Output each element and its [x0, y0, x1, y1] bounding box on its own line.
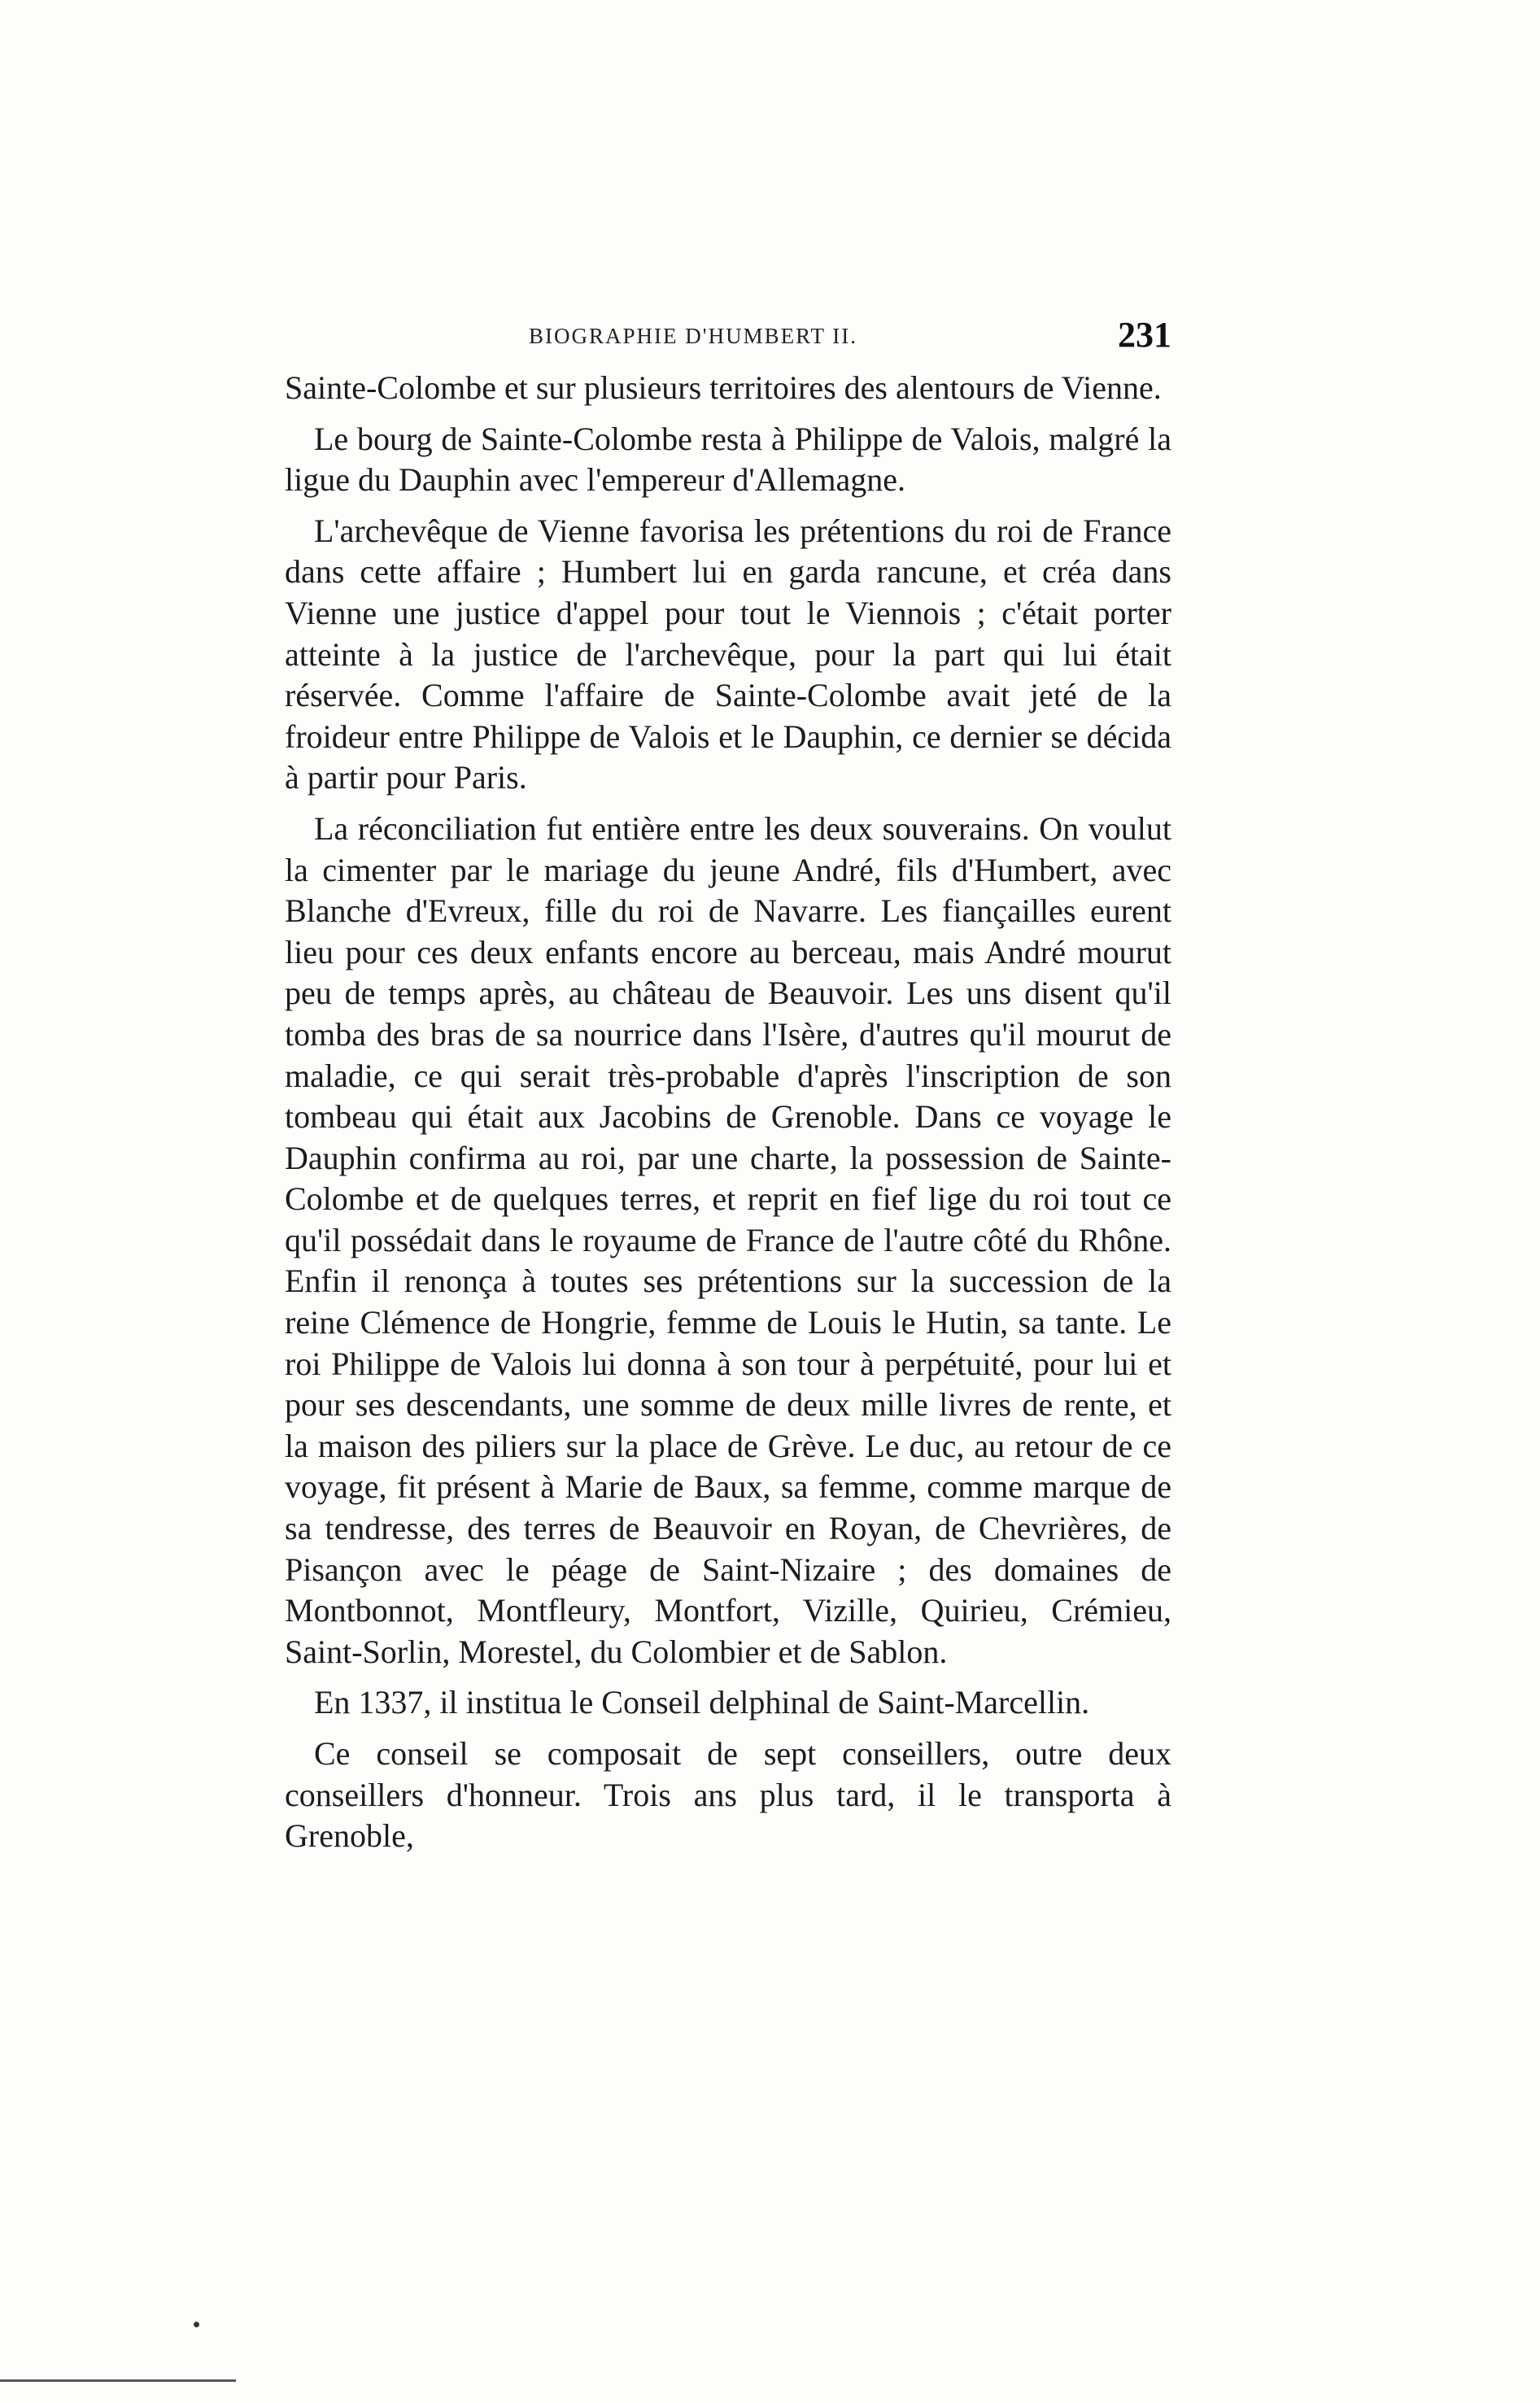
paragraph: La réconciliation fut entière entre les deux souverains. On voulut la cimenter par le mariage du jeune André, fils d'Humbert, avec Blanche d'Evreux, fille du roi de Navarre. Les fiançailles eurent lieu pour ces deux enfants encore au berceau, mais André mourut peu de temps après, au château de Beauvoir. Les uns disent qu'il tomba des bras de sa nourrice dans l'Isère, d'autres qu'il mourut de maladie, ce qui serait très-probable d'après l'inscription de son tombeau qui était aux Jacobins de Grenoble. Dans ce voyage le Dauphin confirma au roi, par une charte, la possession de Sainte-Colombe et de quelques terres, et reprit en fief lige du roi tout ce qu'il possédait dans le royaume de France de l'autre côté du Rhône. Enfin il renonça à toutes ses prétentions sur la succession de la reine Clémence de Hongrie, femme de Louis le Hutin, sa tante. Le roi Philippe de Valois lui donna à son tour à perpétuité, pour lui et pour ses descendants, une somme de deux mille livres de rente, et la maison des piliers sur la place de Grève. Le duc, au retour de ce voyage, fit présent à Marie de Baux, sa femme, comme marque de sa tendresse, des terres de Beauvoir en Royan, de Chevrières, de Pisançon avec le péage de Saint-Nizaire ; des domaines de Montbonnot, Montfleury, Montfort, Vizille, Quirieu, Crémieu, Saint-Sorlin, Morestel, du Colombier et de Sablon. [285, 809, 1171, 1670]
paragraph: En 1337, il institua le Conseil delphinal de Saint-Marcellin. [314, 1684, 1090, 1721]
paragraph: Le bourg de Sainte-Colombe resta à Philippe de Valois, malgré la ligue du Dauphin avec l'empereur d'Allemagne. [285, 420, 1171, 499]
running-head [285, 315, 1171, 360]
bottom-rule [0, 2379, 236, 2382]
body-text [285, 368, 1171, 1867]
running-title: BIOGRAPHIE D'HUMBERT II. [529, 324, 857, 348]
paragraph: Ce conseil se composait de sept conseillers, outre deux conseillers d'honneur. Trois ans plus tard, il le transporta à Grenoble, [285, 1735, 1171, 1855]
paragraph-continuation: Sainte-Colombe et sur plusieurs territoires des alentours de Vienne. [285, 369, 1162, 406]
ink-speck [194, 2322, 199, 2327]
paragraph: L'archevêque de Vienne favorisa les prétentions du roi de France dans cette affaire ; Humbert lui en garda rancune, et créa dans Vienne une justice d'appel pour tout le Viennois ; c'était porter atteinte à la justice de l'archevêque, pour la part qui lui était réservée. Comme l'affaire de Sainte-Colombe avait jeté de la froideur entre Philippe de Valois et le Dauphin, ce dernier se décida à partir pour Paris. [285, 512, 1171, 796]
page-number: 231 [1118, 315, 1171, 355]
